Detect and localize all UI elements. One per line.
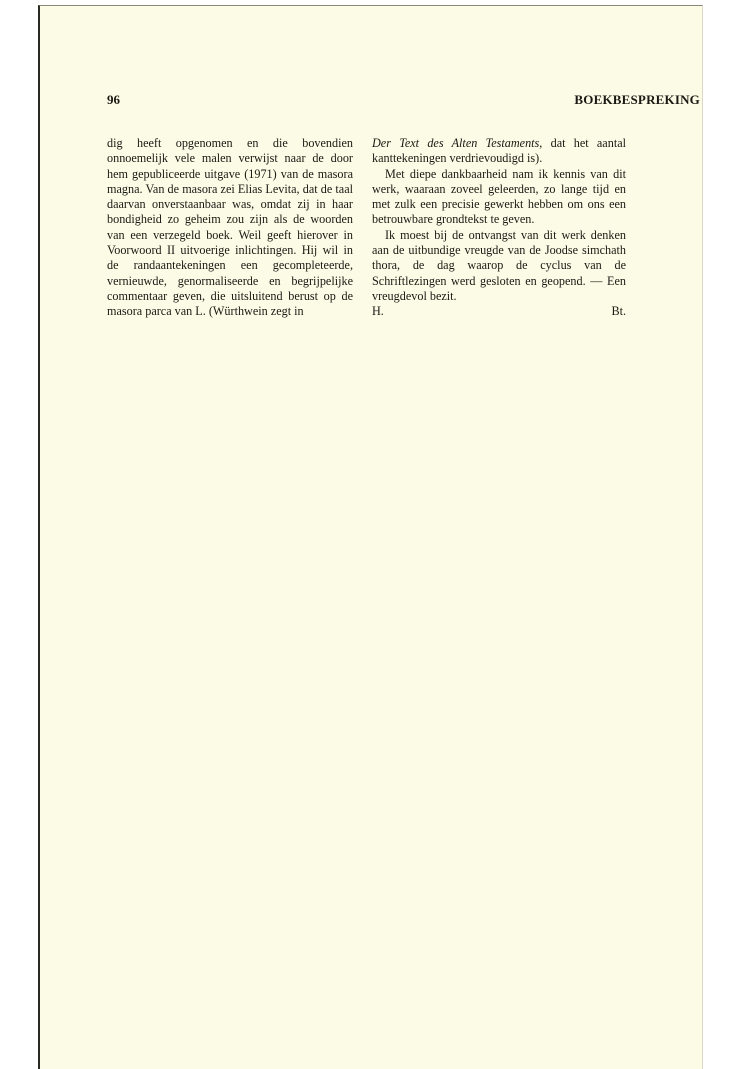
running-head: BOEKBESPREKING — [574, 92, 700, 107]
page-number: 96 — [107, 92, 120, 107]
right-paragraph-2: Met diepe dankbaarheid nam ik kennis van dit werk, waaraan zoveel geleerden, zo lange tijd en met zulk een precisie gewerkt hebben om ons een betrouwbare grondtekst te geven. — [372, 166, 626, 227]
right-paragraph-1-text: dat het aantal kanttekeningen verdrievoudigd is). — [372, 136, 626, 166]
right-paragraph-3: Ik moest bij de ontvangst van dit werk denken aan de uitbundige vreugde van de Joodse simchath thora, de dag waarop de cyclus van de Schriftlezingen werd gesloten en geopend. — Een vreugdevol bezit. — [372, 227, 626, 303]
page-header — [107, 92, 700, 112]
right-column — [372, 136, 626, 320]
signature-right: Bt. — [611, 304, 626, 319]
signature-line — [372, 304, 626, 320]
book-title-italic: Der Text des Alten Testaments, — [372, 136, 543, 150]
left-column — [107, 136, 353, 320]
signature-left: H. — [372, 304, 384, 319]
right-paragraph-1 — [372, 136, 626, 167]
left-column-paragraph: dig heeft opgenomen en die bovendien onnoemelijk vele malen verwijst naar de door hem gepubliceerde uitgave (1971) van de masora magna. Van de masora zei Elias Levita, dat de taal daarvan onverstaanbaar was, omdat zij in haar bondigheid zo geheim zou zijn als de woorden van een verzegeld boek. Weil geeft hierover in Voorwoord II uitvoerige inlichtingen. Hij wil in de randaantekeningen een gecompleteerde, vernieuwde, genormaliseerde en begrijpelijke commentaar geven, die uitsluitend berust op de masora parca van L. (Würthwein zegt in — [107, 136, 353, 319]
